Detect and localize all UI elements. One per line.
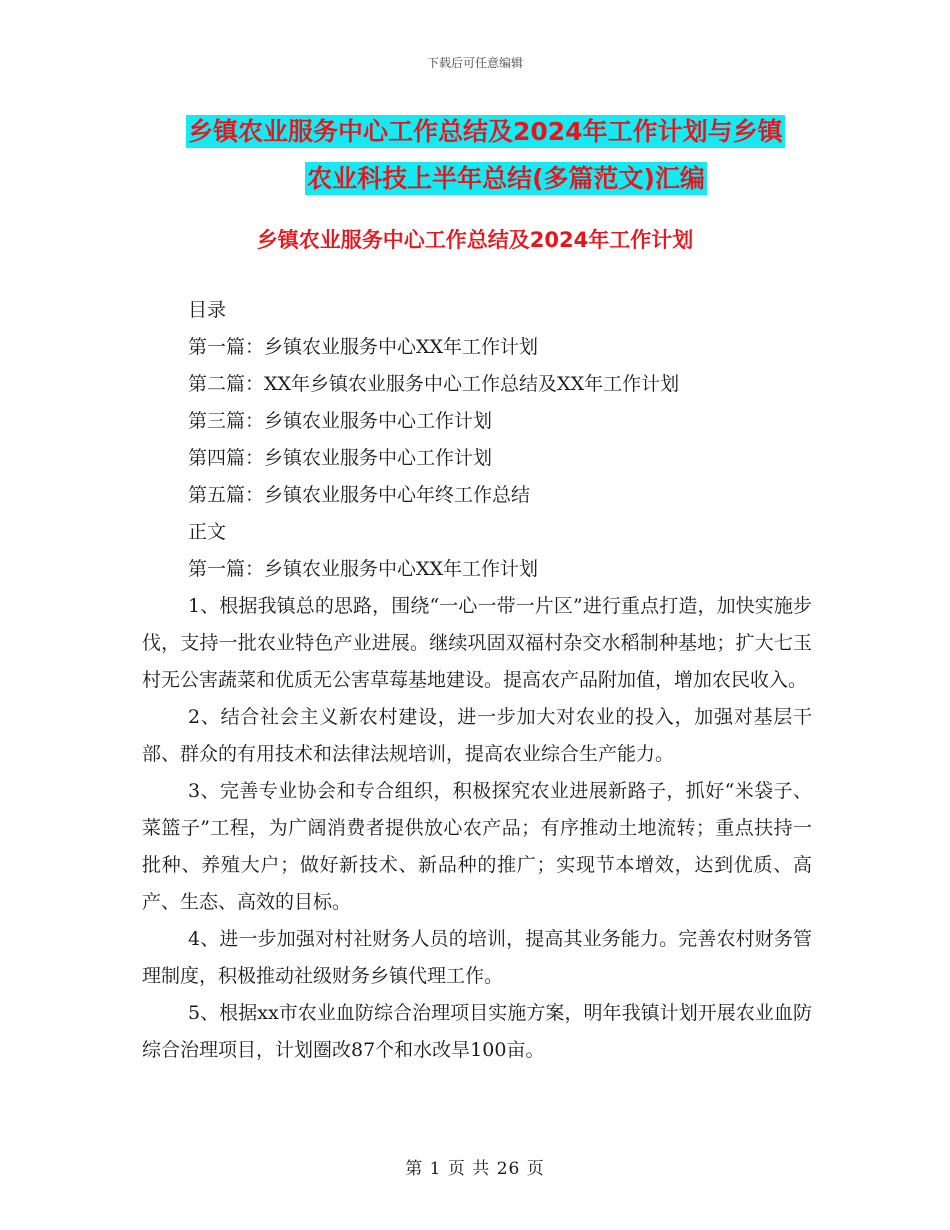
header-note: 下载后可任意编辑	[426, 56, 523, 70]
toc-item: 第二篇：XX年乡镇农业服务中心工作总结及XX年工作计划	[188, 373, 680, 395]
page-footer: 第 1 页 共 26 页	[405, 1159, 545, 1179]
toc-heading: 目录	[188, 299, 227, 321]
paragraph: 3、完善专业协会和专合组织，积极探究农业进展新路子，抓好“米袋子、菜篮子”工程，为广阔消费者提供放心农产品；有序推动土地流转；重点扶持一批种、养殖大户；做好新技术、新品种的推广；实现节本增效，达到优质、高产、生态、高效的目标。	[142, 780, 812, 913]
document-body	[142, 292, 812, 1069]
toc-item: 第四篇：乡镇农业服务中心工作计划	[188, 447, 493, 469]
toc-item: 第五篇：乡镇农业服务中心年终工作总结	[188, 484, 531, 506]
paragraph: 5、根据xx市农业血防综合治理项目实施方案，明年我镇计划开展农业血防综合治理项目，计划圈改87个和水改旱100亩。	[142, 1002, 812, 1061]
paragraph: 2、结合社会主义新农村建设，进一步加大对农业的投入，加强对基层干部、群众的有用技术和法律法规培训，提高农业综合生产能力。	[142, 706, 812, 765]
paragraph: 4、进一步加强对村社财务人员的培训，提高其业务能力。完善农村财务管理制度，积极推动社级财务乡镇代理工作。	[142, 928, 812, 987]
main-text-heading: 正文	[188, 521, 227, 543]
paragraph: 1、根据我镇总的思路，围绕“一心一带一片区”进行重点打造，加快实施步伐，支持一批农业特色产业进展。继续巩固双福村杂交水稻制种基地；扩大七玉村无公害蔬菜和优质无公害草莓基地建设。提高农产品附加值，增加农民收入。	[142, 595, 812, 691]
chapter-title: 第一篇：乡镇农业服务中心XX年工作计划	[188, 558, 539, 580]
document-title-line2: 农业科技上半年总结(多篇范文)汇编	[307, 164, 705, 193]
toc-item: 第一篇：乡镇农业服务中心XX年工作计划	[188, 336, 539, 358]
document-title	[186, 108, 826, 202]
toc-item: 第三篇：乡镇农业服务中心工作计划	[188, 410, 493, 432]
section-title: 乡镇农业服务中心工作总结及2024年工作计划	[256, 228, 694, 252]
document-title-line1: 乡镇农业服务中心工作总结及2024年工作计划与乡镇	[188, 117, 783, 146]
